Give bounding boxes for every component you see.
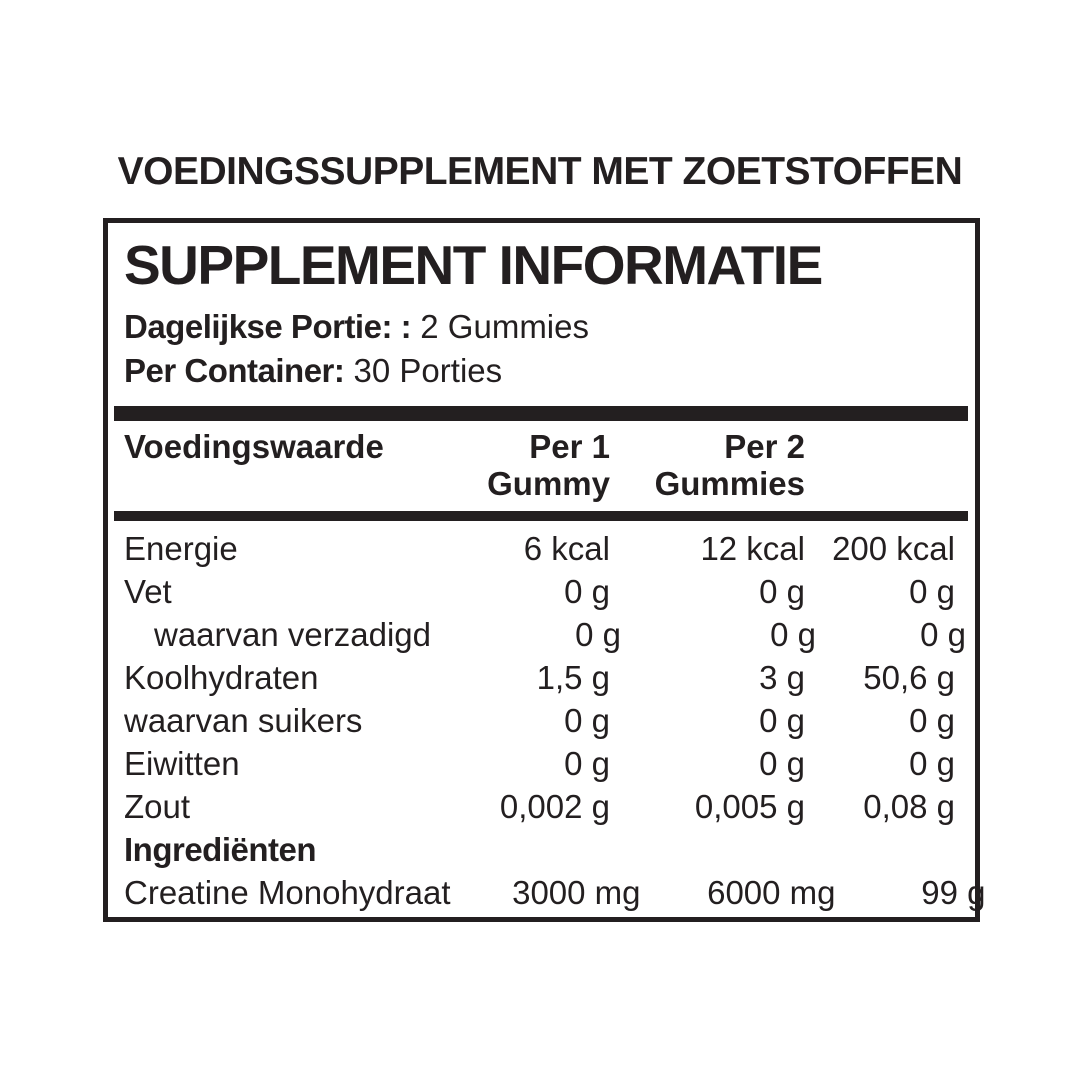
- nutrient-label: Vet: [124, 572, 172, 610]
- value-col3: 0 g: [920, 615, 966, 653]
- serving-info-block: [124, 305, 955, 393]
- value-col3: 200 kcal: [832, 529, 955, 567]
- value-col3: 0 g: [909, 701, 955, 739]
- value-col3: 99 g: [921, 873, 986, 911]
- value-per1-gummy: 0,002 g: [499, 787, 610, 825]
- serving-size-value: 2 Gummies: [420, 307, 589, 345]
- panel-title: SUPPLEMENT INFORMATIE: [124, 234, 822, 296]
- column-header-per1-gummy: [420, 428, 610, 502]
- nutrition-table-body: [124, 527, 986, 914]
- nutrient-row: [124, 699, 955, 742]
- value-per2-gummies: 6000 mg: [707, 873, 836, 911]
- column-header-per2-gummies: [610, 428, 805, 502]
- value-per2-gummies: 3 g: [759, 658, 805, 696]
- nutrient-label: waarvan suikers: [124, 701, 363, 739]
- value-col3: 0,08 g: [863, 787, 955, 825]
- value-per2-gummies: 12 kcal: [700, 529, 805, 567]
- value-per2-gummies: 0 g: [759, 701, 805, 739]
- nutrient-row: [124, 613, 966, 656]
- nutrient-row: [124, 527, 955, 570]
- value-col3: 0 g: [909, 744, 955, 782]
- nutrient-row: [124, 871, 986, 914]
- column-header-per2-line1: Per 2: [724, 427, 805, 465]
- nutrient-label: Koolhydraten: [124, 658, 319, 696]
- column-header-per1-line1: Per 1: [529, 427, 610, 465]
- container-value: 30 Porties: [353, 351, 503, 389]
- serving-size-label: Dagelijkse Portie: :: [124, 307, 412, 345]
- table-header-row: [124, 428, 955, 502]
- nutrient-label: Eiwitten: [124, 744, 240, 782]
- nutrient-row: [124, 570, 955, 613]
- value-per2-gummies: 0 g: [759, 572, 805, 610]
- nutrient-row: [124, 656, 955, 699]
- value-per2-gummies: 0 g: [770, 615, 816, 653]
- nutrient-label: Energie: [124, 529, 238, 567]
- nutrient-row: [124, 742, 955, 785]
- value-per1-gummy: 3000 mg: [512, 873, 641, 911]
- value-per2-gummies: 0 g: [759, 744, 805, 782]
- column-header-per2-line2: Gummies: [654, 464, 805, 502]
- container-line: [124, 349, 955, 393]
- value-col3: 0 g: [909, 572, 955, 610]
- column-header-per1-line2: Gummy: [487, 464, 610, 502]
- value-col3: 50,6 g: [863, 658, 955, 696]
- value-per1-gummy: 6 kcal: [523, 529, 610, 567]
- nutrient-label: Ingrediënten: [124, 830, 317, 868]
- divider-bar-thin: [114, 511, 968, 521]
- container-label: Per Container:: [124, 351, 345, 389]
- nutrient-row: [124, 828, 955, 871]
- nutrient-label: waarvan verzadigd: [154, 615, 431, 653]
- value-per1-gummy: 0 g: [564, 572, 610, 610]
- value-per2-gummies: 0,005 g: [694, 787, 805, 825]
- nutrient-label: Creatine Monohydraat: [124, 873, 451, 911]
- serving-size-line: [124, 305, 955, 349]
- column-header-nutrient: Voedingswaarde: [124, 427, 384, 465]
- divider-bar-thick: [114, 406, 968, 421]
- nutrient-label: Zout: [124, 787, 191, 825]
- page-title: VOEDINGSSUPPLEMENT MET ZOETSTOFFEN: [117, 150, 963, 193]
- value-per1-gummy: 0 g: [564, 701, 610, 739]
- value-per1-gummy: 0 g: [564, 744, 610, 782]
- nutrient-row: [124, 785, 955, 828]
- value-per1-gummy: 1,5 g: [536, 658, 610, 696]
- supplement-facts-panel: [103, 218, 986, 922]
- value-per1-gummy: 0 g: [575, 615, 621, 653]
